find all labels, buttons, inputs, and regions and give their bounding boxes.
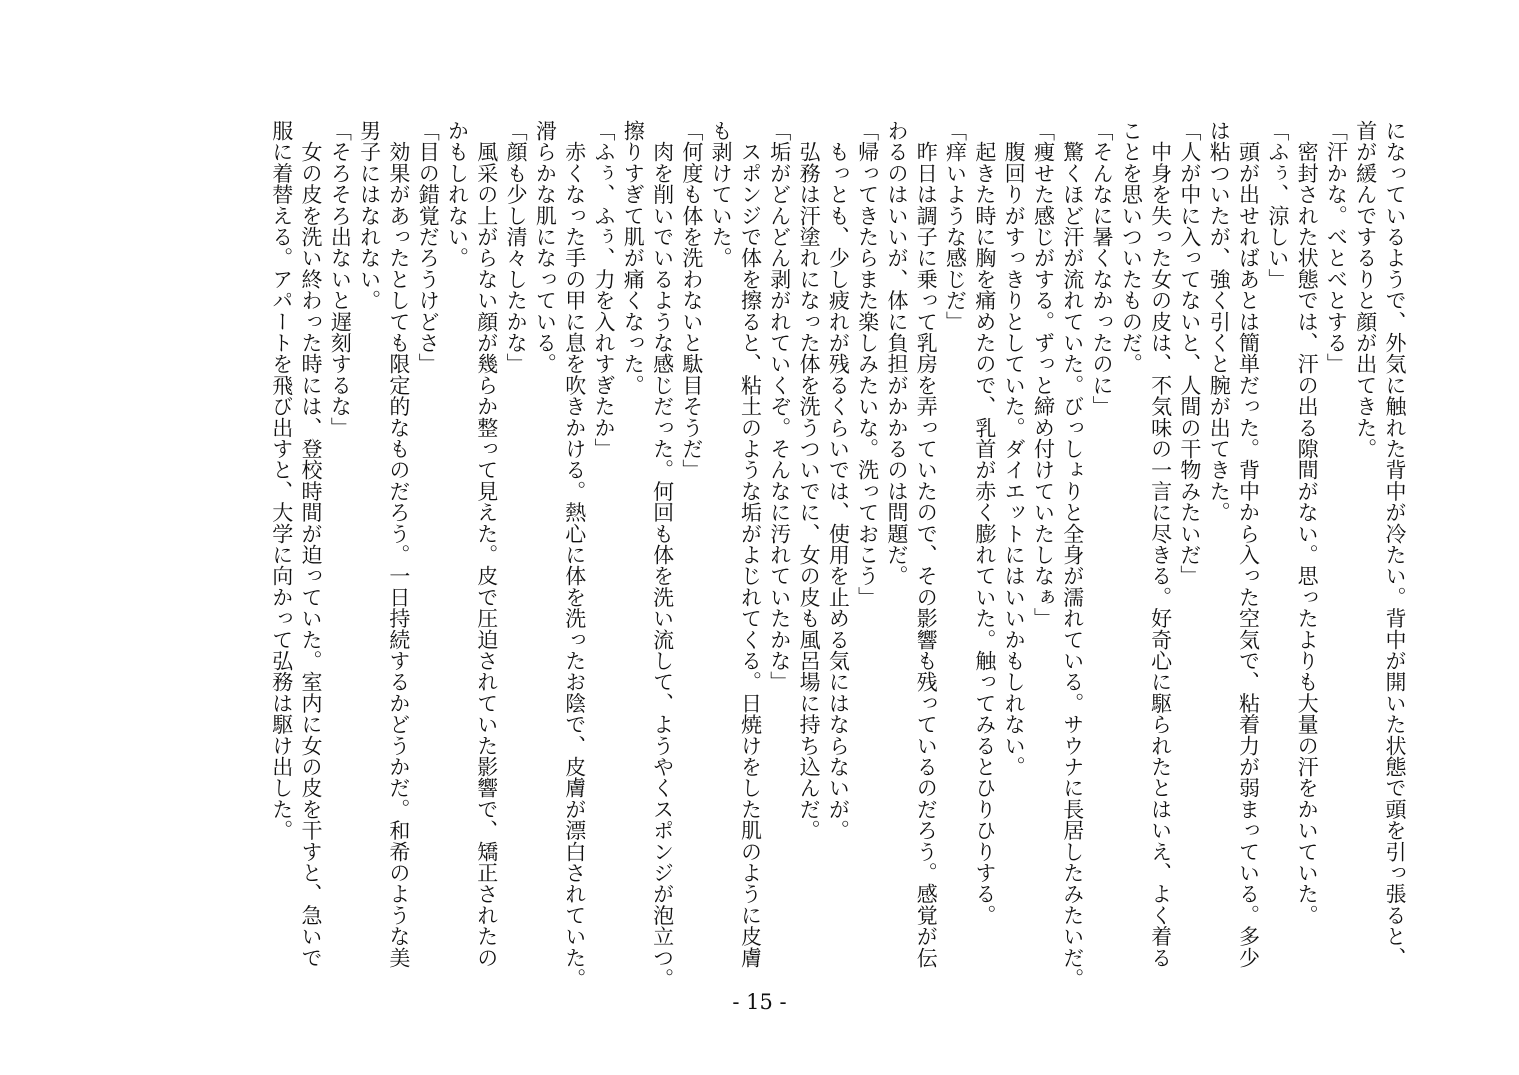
text-line: 風采の上がらない顔が幾らか整って見えた。皮で圧迫されていた影響で、矯正されたの xyxy=(474,120,499,968)
text-line: になっているようで、外気に触れた背中が冷たい。背中が開いた状態で頭を引っ張ると、 xyxy=(1383,120,1407,969)
text-line: 「顔も少し清々したかな」 xyxy=(504,120,529,375)
text-line: 「垢がどんどん剥がれていくぞ。そんなに汚れていたかな」 xyxy=(767,120,792,693)
text-line: かもしれない。 xyxy=(445,120,470,269)
text-line: も剥けていた。 xyxy=(709,120,734,269)
text-line: 弘務は汗塗れになった体を洗うついでに、女の皮も風呂場に持ち込んだ。 xyxy=(797,120,822,841)
text-line: 女の皮を洗い終わった時には、登校時間が迫っていた。室内に女の皮を干すと、急いで xyxy=(299,120,324,968)
text-line: 「人が中に入ってないと、人間の干物みたいだ」 xyxy=(1177,120,1202,587)
text-line: 「目の錯覚だろうけどさ」 xyxy=(416,120,441,375)
text-line: 肉を削いでいるような感じだった。何回も体を洗い流して、ようやくスポンジが泡立つ。 xyxy=(650,120,675,990)
text-line: は粘ついたが、強く引くと腕が出てきた。 xyxy=(1207,120,1232,523)
text-line: 昨日は調子に乗って乳房を弄っていたので、その影響も残っているのだろう。感覚が伝 xyxy=(914,120,939,968)
text-line: スポンジで体を擦ると、粘土のような垢がよじれてくる。日焼けをした肌のように皮膚 xyxy=(738,120,763,968)
text-line: 「何度も体を洗わないと駄目そうだ」 xyxy=(679,120,704,481)
text-line: もっとも、少し疲れが残るくらいでは、使用を止める気にはならないが。 xyxy=(826,120,851,841)
text-line: 起きた時に胸を痛めたので、乳首が赤く膨れていた。触ってみるとひりひりする。 xyxy=(972,120,997,926)
text-line: 「汗かな。べとべとする」 xyxy=(1324,120,1349,375)
text-line: わるのはいいが、体に負担がかかるのは問題だ。 xyxy=(884,120,909,587)
text-line: 男子にはなれない。 xyxy=(357,120,382,311)
text-line: 服に着替える。アパートを飛び出すと、大学に向かって弘務は駆け出した。 xyxy=(269,120,294,841)
text-line: 驚くほど汗が流れていた。びっしょりと全身が濡れている。サウナに長居したみたいだ。 xyxy=(1060,120,1085,990)
text-line: 「ふぅ、ふぅ、力を入れすぎたか」 xyxy=(591,120,616,460)
text-line: 赤くなった手の甲に息を吹きかける。熱心に体を洗ったお陰で、皮膚が漂白されていた。 xyxy=(562,120,587,990)
text-line: 滑らかな肌になっている。 xyxy=(533,120,558,375)
text-line: 擦りすぎて肌が痛くなった。 xyxy=(621,120,646,396)
page-number: - 15 - xyxy=(732,990,787,1014)
text-line: 腹回りがすっきりとしていた。ダイエットにはいいかもしれない。 xyxy=(1002,120,1027,778)
vertical-text-body xyxy=(266,120,1409,990)
text-line: ことを思いついたものだ。 xyxy=(1119,120,1144,375)
text-line: 「痩せた感じがする。ずっと締め付けていたしなぁ」 xyxy=(1031,120,1056,629)
text-line: 頭が出せればあとは簡単だった。背中から入った空気で、粘着力が弱まっている。多少 xyxy=(1236,120,1261,968)
text-line: 密封された状態では、汗の出る隙間がない。思ったよりも大量の汗をかいていた。 xyxy=(1295,120,1320,926)
text-line: 首が緩んでするりと顔が出てきた。 xyxy=(1353,120,1378,460)
text-line: 「帰ってきたらまた楽しみたいな。洗っておこう」 xyxy=(855,120,880,608)
text-line: 中身を失った女の皮は、不気味の一言に尽きる。好奇心に駆られたとはいえ、よく着る xyxy=(1148,120,1173,968)
text-line: 効果があったとしても限定的なものだろう。一日持続するかどうかだ。和希のような美 xyxy=(386,120,411,968)
text-line: 「痒いような感じだ」 xyxy=(943,120,968,332)
text-line: 「ふぅ、涼しい」 xyxy=(1265,120,1290,290)
text-line: 「そろそろ出ないと遅刻するな」 xyxy=(328,120,353,438)
text-line: 「そんなに暑くなかったのに」 xyxy=(1090,120,1115,417)
